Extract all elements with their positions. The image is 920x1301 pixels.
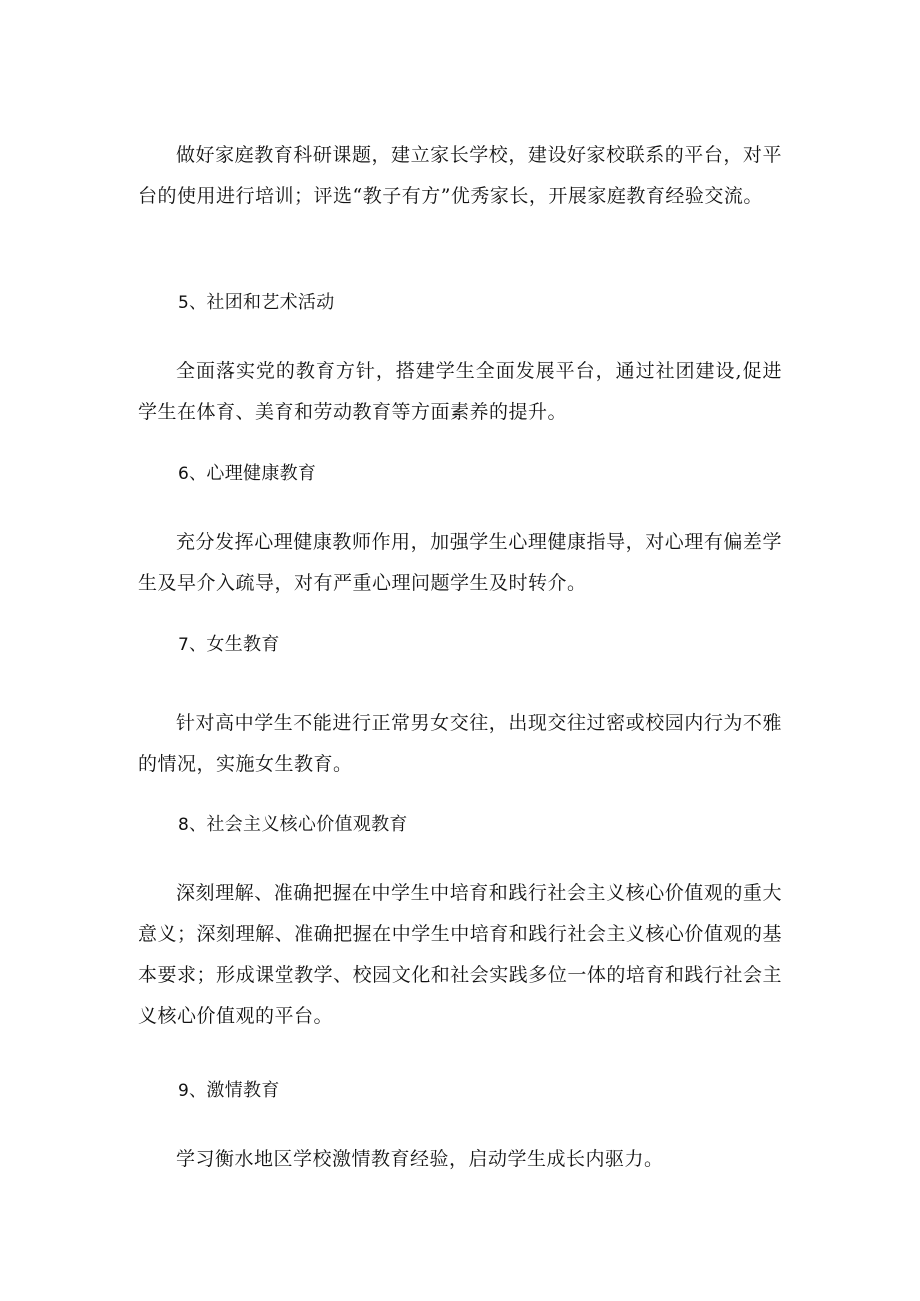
paragraph-clubs-arts: 全面落实党的教育方针，搭建学生全面发展平台，通过社团建设,促进学生在体育、美育和劳动教育等方面素养的提升。 <box>138 360 782 423</box>
paragraph-family-education: 做好家庭教育科研课题，建立家长学校，建设好家校联系的平台，对平台的使用进行培训；评选“教子有方”优秀家长，开展家庭教育经验交流。 <box>138 144 782 207</box>
section-number: 8、 <box>178 815 207 835</box>
section-heading-7 <box>138 630 822 660</box>
section-number: 9、 <box>178 1081 207 1101</box>
paragraph-mental-health: 充分发挥心理健康教师作用，加强学生心理健康指导，对心理有偏差学生及早介入疏导，对有严重心理问题学生及时转介。 <box>138 531 782 594</box>
section-title: 心理健康教育 <box>206 463 317 484</box>
section-title: 激情教育 <box>206 1080 280 1101</box>
section-number: 7、 <box>178 635 207 655</box>
section-title: 社团和艺术活动 <box>206 292 335 313</box>
section-number: 5、 <box>178 293 207 313</box>
paragraph-girls-education: 针对高中学生不能进行正常男女交往，出现交往过密或校园内行为不雅的情况，实施女生教育。 <box>138 712 782 775</box>
section-heading-5 <box>138 288 822 318</box>
section-title: 社会主义核心价值观教育 <box>206 814 408 835</box>
section-heading-6 <box>138 459 822 489</box>
section-heading-8 <box>138 810 822 840</box>
section-number: 6、 <box>178 464 207 484</box>
paragraph-core-values: 深刻理解、准确把握在中学生中培育和践行社会主义核心价值观的重大意义；深刻理解、准确把握在中学生中培育和践行社会主义核心价值观的基本要求；形成课堂教学、校园文化和社会实践多位一体的培育和践行社会主义核心价值观的平台。 <box>138 882 782 1027</box>
section-title: 女生教育 <box>206 634 280 655</box>
paragraph-passion-education: 学习衡水地区学校激情教育经验，启动学生成长内驱力。 <box>176 1148 664 1170</box>
section-heading-9 <box>138 1076 822 1106</box>
